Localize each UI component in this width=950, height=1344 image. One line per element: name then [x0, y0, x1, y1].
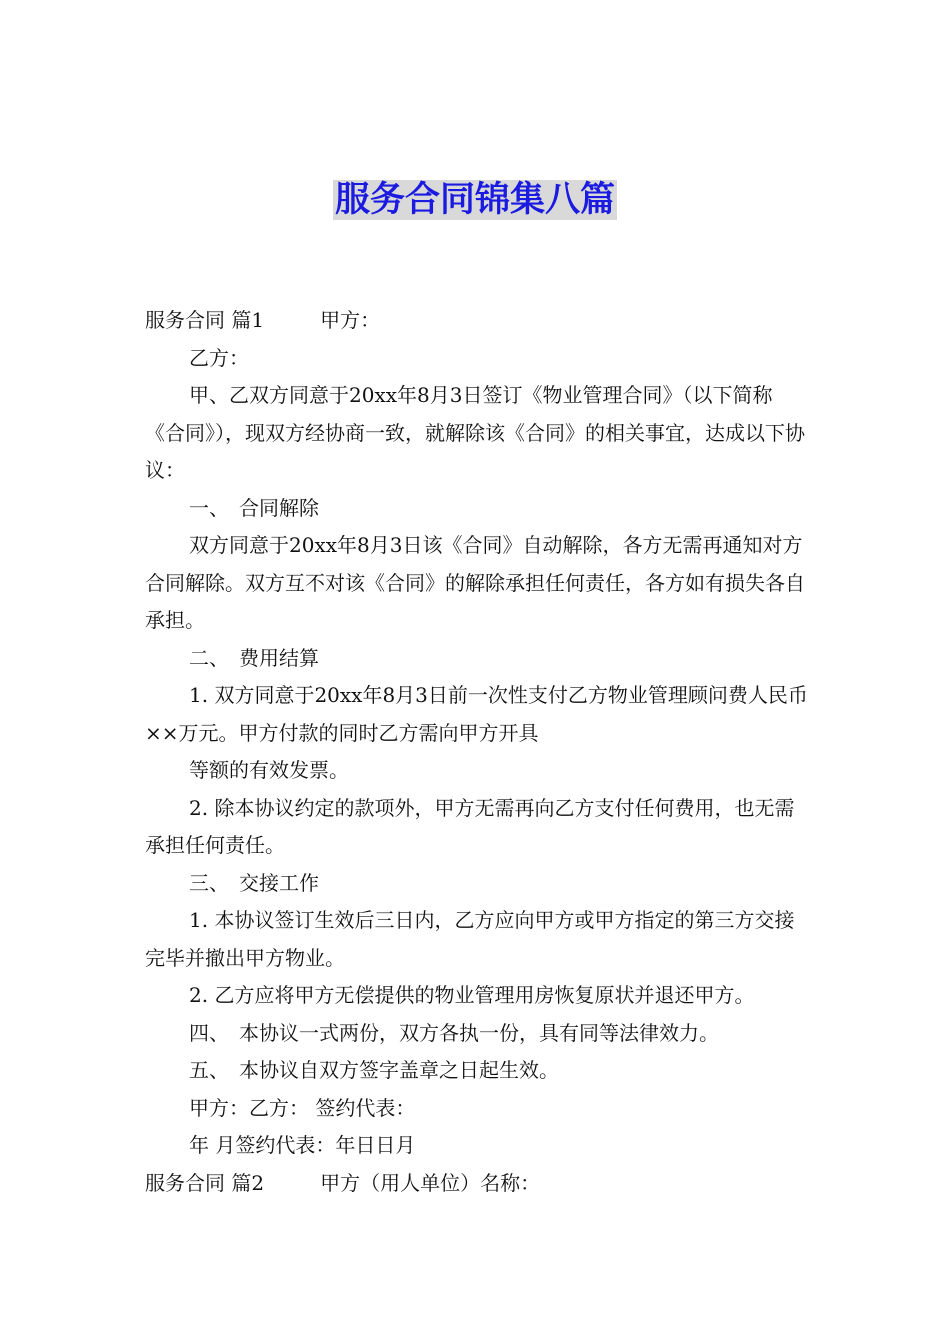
section-2-number: 二、 — [189, 645, 229, 670]
document-body — [145, 302, 810, 1202]
section-3-number: 三、 — [189, 870, 229, 895]
clause-2-1-continued: 等额的有效发票。 — [189, 758, 349, 782]
section-2-heading — [145, 640, 810, 678]
contract-heading-2 — [145, 1165, 810, 1203]
contract-heading-1 — [145, 302, 810, 340]
section-3-title: 交接工作 — [239, 870, 319, 895]
contract-heading-2-label: 服务合同 篇2 — [145, 1170, 265, 1195]
signature-line-2: 年 月签约代表：年日日月 — [189, 1133, 416, 1157]
signature-line-1: 甲方：乙方： 签约代表： — [189, 1095, 416, 1120]
contract-heading-1-label: 服务合同 篇1 — [145, 308, 265, 332]
section-3-heading — [145, 865, 810, 903]
clause-3-1: 1. 本协议签订生效后三日内，乙方应向甲方或甲方指定的第三方交接完毕并撤出甲方物业。 — [145, 908, 795, 970]
clause-3-2: 2. 乙方应将甲方无偿提供的物业管理用房恢复原状并退还甲方。 — [189, 983, 755, 1007]
section-1-title: 合同解除 — [239, 495, 319, 520]
party-a-label: 甲方： — [320, 308, 381, 332]
document-title-text: 服务合同锦集八篇 — [334, 180, 615, 220]
section-5-number: 五、 — [189, 1058, 229, 1082]
preamble-paragraph: 甲、乙双方同意于20xx年8月3日签订《物业管理合同》（以下简称《合同》），现双方经协商一致，就解除该《合同》的相关事宜，达成以下协议： — [145, 383, 805, 482]
employer-name-label: 甲方（用人单位）名称： — [320, 1170, 541, 1195]
section-1-paragraph: 双方同意于20xx年8月3日该《合同》自动解除，各方无需再通知对方合同解除。双方互不对该《合同》的解除承担任何责任，各方如有损失各自承担。 — [145, 533, 805, 632]
party-b-line: 乙方： — [189, 345, 249, 370]
section-2-title: 费用结算 — [239, 645, 319, 670]
section-4-line — [145, 1015, 810, 1053]
clause-2-2: 2. 除本协议约定的款项外，甲方无需再向乙方支付任何费用，也无需承担任何责任。 — [145, 795, 795, 857]
document-title — [0, 176, 950, 224]
section-5-text: 本协议自双方签字盖章之日起生效。 — [239, 1058, 559, 1082]
section-1-heading — [145, 490, 810, 528]
section-1-number: 一、 — [189, 495, 229, 520]
section-4-text: 本协议一式两份，双方各执一份，具有同等法律效力。 — [239, 1020, 719, 1045]
section-5-line — [145, 1052, 810, 1090]
section-4-number: 四、 — [189, 1020, 229, 1045]
clause-2-1: 1. 双方同意于20xx年8月3日前一次性支付乙方物业管理顾问费人民币××万元。甲方付款的同时乙方需向甲方开具 — [145, 683, 808, 745]
